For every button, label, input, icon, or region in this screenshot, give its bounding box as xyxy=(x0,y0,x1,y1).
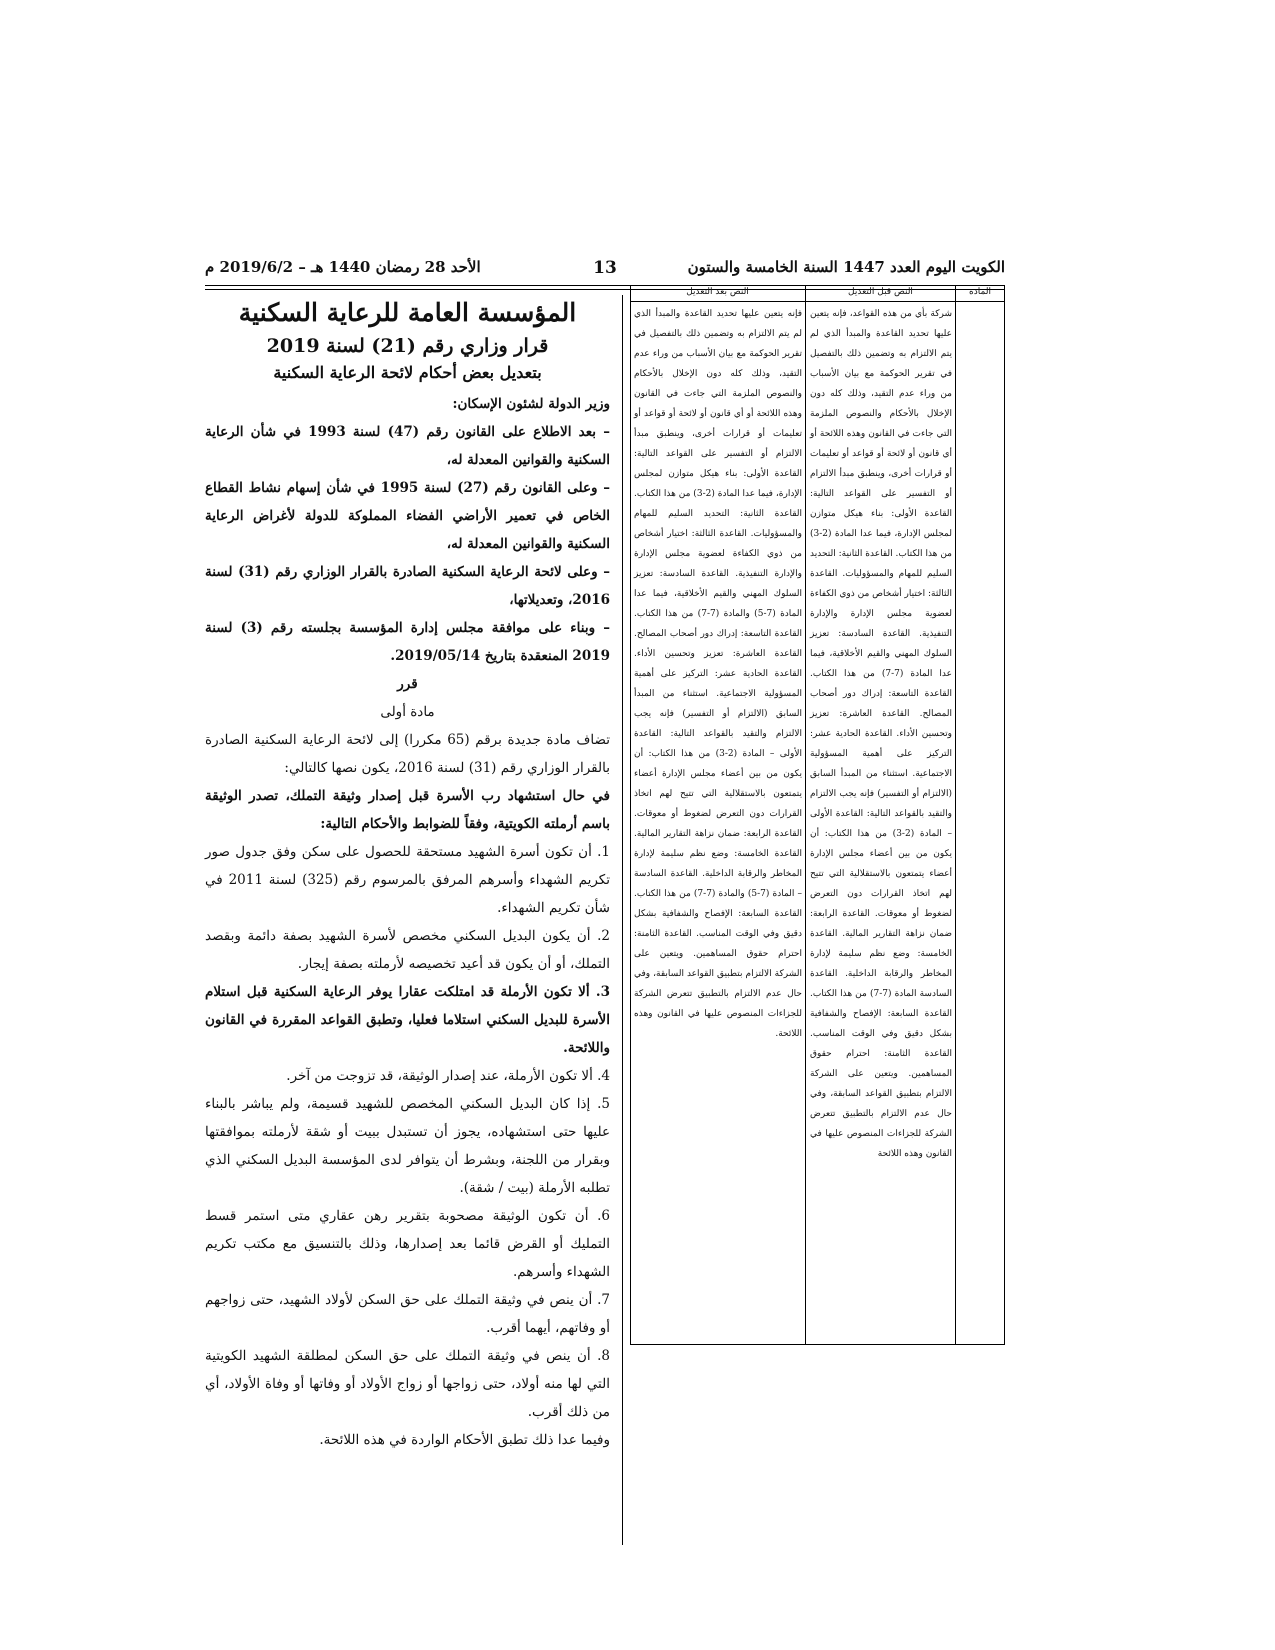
page-number: 13 xyxy=(593,258,617,278)
preamble-item: – وعلى لائحة الرعاية السكنية الصادرة بالقرار الوزاري رقم (31) لسنة 2016، وتعديلاتها، xyxy=(205,564,611,608)
text-before-amendment: شركة بأي من هذه القواعد، فإنه يتعين عليها تحديد القاعدة والمبدأ الذي لم يتم الالتزام به وتضمين ذلك بالتفصيل في تقرير الحوكمة مع بيان الأسباب من وراء عدم التقيد، وذلك كله دون الإخلال بالأحكام والنصوص الملزمة التي جاءت في القانون وهذه اللائحة أو أي قانون أو لائحة أو قواعد أو تعليمات أو قرارات أخرى، وينطبق مبدأ الالتزام أو التفسير على القواعد التالية: القاعدة الأولى: بناء هيكل متوازن لمجلس الإدارة، فيما عدا المادة (2-3) من هذا الكتاب. القاعدة الثانية: التحديد السليم للمهام والمسؤوليات. القاعدة الثالثة: اختيار أشخاص من ذوي الكفاءة لعضوية مجلس الإدارة والإدارة التنفيذية. القاعدة السادسة: تعزيز السلوك المهني والقيم الأخلاقية، فيما عدا المادة (7-7) من هذا الكتاب. القاعدة التاسعة: إدراك دور أصحاب المصالح. القاعدة العاشرة: تعزيز وتحسين الأداء. القاعدة الحادية عشر: التركيز على أهمية المسؤولية الاجتماعية. استثناء من المبدأ السابق (الالتزام أو التفسير) فإنه يجب الالتزام والتقيد بالقواعد التالية: القاعدة الأولى – المادة (2-3) من هذا الكتاب: أن يكون من بين أعضاء مجلس الإدارة أعضاء يتمتعون بالاستقلالية التي تتيح لهم اتخاذ القرارات دون التعرض لضغوط أو معوقات. القاعدة الرابعة: ضمان نزاهة التقارير المالية. القاعدة الخامسة: وضع نظم سليمة لإدارة المخاطر والرقابة الداخلية. القاعدة السادسة المادة (7-7) من هذا الكتاب. القاعدة السابعة: الإفصاح والشفافية بشكل دقيق وفي الوقت المناسب. القاعدة الثامنة: احترام حقوق المساهمين. ويتعين على الشركة الالتزام بتطبيق القواعد السابقة، وفي حال عدم الالتزام بالتطبيق تتعرض الشركة للجزاءات المنصوص عليها في القانون وهذه اللائحة xyxy=(810,309,952,1159)
preamble-item: – وعلى القانون رقم (27) لسنة 1995 في شأن إسهام نشاط القطاع الخاص في تعمير الأراضي الفضاء المملوكة للدولة لأغراض الرعاية السكنية والقوانين المعدلة له، xyxy=(205,480,610,552)
col-before-header: النص قبل التعديل xyxy=(848,287,913,297)
article-lead: في حال استشهاد رب الأسرة قبل إصدار وثيقة التملك، تصدر الوثيقة باسم أرملته الكويتية، وفقاً للضوابط والأحكام التالية: xyxy=(205,788,610,832)
amendment-table xyxy=(630,285,1005,1345)
closing-line: وفيما عدا ذلك تطبق الأحكام الواردة في هذه اللائحة. xyxy=(319,1432,610,1448)
institution-title: المؤسسة العامة للرعاية السكنية xyxy=(238,298,577,327)
decided-heading: قرر xyxy=(397,676,418,692)
column-divider xyxy=(622,295,623,1545)
decree-subject: بتعديل بعض أحكام لائحة الرعاية السكنية xyxy=(273,363,542,382)
article-one-heading: مادة أولى xyxy=(380,704,435,720)
condition-item: 1. أن تكون أسرة الشهيد مستحقة للحصول على سكن وفق جدول صور تكريم الشهداء وأسرهم المرفق بالمرسوم رقم (325) لسنة 2011 في شأن تكريم الشهداء. xyxy=(205,844,610,916)
article-intro: تضاف مادة جديدة برقم (65 مكررا) إلى لائحة الرعاية السكنية الصادرة بالقرار الوزاري رقم (31) لسنة 2016، يكون نصها كالتالي: xyxy=(205,732,610,776)
condition-item: 5. إذا كان البديل السكني المخصص للشهيد قسيمة، ولم يباشر بالبناء عليها حتى استشهاده، يجوز أن تستبدل ببيت أو شقة لأرملته بموافقتها وبقرار من اللجنة، وبشرط أن يتوافر لدى المؤسسة البديل السكني الذي تطلبه الأرملة (بيت / شقة). xyxy=(205,1096,610,1196)
issue-date: الأحد 28 رمضان 1440 هـ – 2019/6/2 م xyxy=(205,258,481,276)
col-after-header: النص بعد التعديل xyxy=(686,287,749,297)
condition-item: 7. أن ينص في وثيقة التملك على حق السكن لأولاد الشهيد، حتى زواجهم أو وفاتهم، أيهما أقرب. xyxy=(205,1292,610,1336)
table-divider-1 xyxy=(955,286,956,1344)
decree-article xyxy=(205,298,610,1454)
col-article-header: المادة xyxy=(969,287,991,297)
masthead: الكويت اليوم العدد 1447 السنة الخامسة والستون xyxy=(687,258,1005,276)
decree-number: قرار وزاري رقم (21) لسنة 2019 xyxy=(266,335,549,357)
condition-item: 2. أن يكون البديل السكني مخصص لأسرة الشهيد بصفة دائمة وبقصد التملك، أو أن يكون قد أعيد تخصيصه لأرملته بصفة إيجار. xyxy=(205,928,610,972)
minister-line: وزير الدولة لشئون الإسكان: xyxy=(452,396,610,412)
page-header xyxy=(205,258,1005,288)
table-header-row xyxy=(631,286,1004,302)
preamble-item: – وبناء على موافقة مجلس إدارة المؤسسة بجلسته رقم (3) لسنة 2019 المنعقدة بتاريخ 2019/05/14. xyxy=(205,620,610,664)
table-divider-2 xyxy=(805,286,806,1344)
condition-item: 4. ألا تكون الأرملة، عند إصدار الوثيقة، قد تزوجت من آخر. xyxy=(286,1068,610,1084)
text-after-amendment: فإنه يتعين عليها تحديد القاعدة والمبدأ الذي لم يتم الالتزام به وتضمين ذلك بالتفصيل في تقرير الحوكمة مع بيان الأسباب من وراء عدم التقيد، وذلك كله دون الإخلال بالأحكام والنصوص الملزمة التي جاءت في القانون وهذه اللائحة أو أي قانون أو لائحة أو قواعد أو تعليمات أو قرارات أخرى، وينطبق مبدأ الالتزام أو التفسير على القواعد التالية: القاعدة الأولى: بناء هيكل متوازن لمجلس الإدارة، فيما عدا المادة (2-3) من هذا الكتاب. القاعدة الثانية: التحديد السليم للمهام والمسؤوليات. القاعدة الثالثة: اختيار أشخاص من ذوي الكفاءة لعضوية مجلس الإدارة والإدارة التنفيذية. القاعدة السادسة: تعزيز السلوك المهني والقيم الأخلاقية، فيما عدا المادة (7-5) والمادة (7-7) من هذا الكتاب. القاعدة التاسعة: إدراك دور أصحاب المصالح. القاعدة العاشرة: تعزيز وتحسين الأداء. القاعدة الحادية عشر: التركيز على أهمية المسؤولية الاجتماعية. استثناء من المبدأ السابق (الالتزام أو التفسير) فإنه يجب الالتزام والتقيد بالقواعد التالية: القاعدة الأولى – المادة (2-3) من هذا الكتاب: أن يكون من بين أعضاء مجلس الإدارة أعضاء يتمتعون بالاستقلالية التي تتيح لهم اتخاذ القرارات دون التعرض لضغوط أو معوقات. القاعدة الرابعة: ضمان نزاهة التقارير المالية. القاعدة الخامسة: وضع نظم سليمة لإدارة المخاطر والرقابة الداخلية. القاعدة السادسة – المادة (7-5) والمادة (7-7) من هذا الكتاب. القاعدة السابعة: الإفصاح والشفافية بشكل دقيق وفي الوقت المناسب. القاعدة الثامنة: احترام حقوق المساهمين. ويتعين على الشركة الالتزام بتطبيق القواعد السابقة، وفي حال عدم الالتزام بالتطبيق تتعرض الشركة للجزاءات المنصوص عليها في القانون وهذه اللائحة. xyxy=(634,309,802,1039)
condition-item: 8. أن ينص في وثيقة التملك على حق السكن لمطلقة الشهيد الكويتية التي لها منه أولاد، حتى زواجها أو زواج الأولاد أو وفاتها أو وفاة الأولاد، أي من ذلك أقرب. xyxy=(205,1348,610,1420)
condition-item: 6. أن تكون الوثيقة مصحوبة بتقرير رهن عقاري متى استمر قسط التمليك أو القرض قائما بعد إصدارها، وذلك بالتنسيق مع مكتب تكريم الشهداء وأسرهم. xyxy=(205,1208,610,1280)
preamble-item: – بعد الاطلاع على القانون رقم (47) لسنة 1993 في شأن الرعاية السكنية والقوانين المعدلة له، xyxy=(205,424,610,468)
condition-item: 3. ألا تكون الأرملة قد امتلكت عقارا يوفر الرعاية السكنية قبل استلام الأسرة للبديل السكني استلاما فعليا، وتطبق القواعد المقررة في القانون واللائحة. xyxy=(205,984,610,1056)
